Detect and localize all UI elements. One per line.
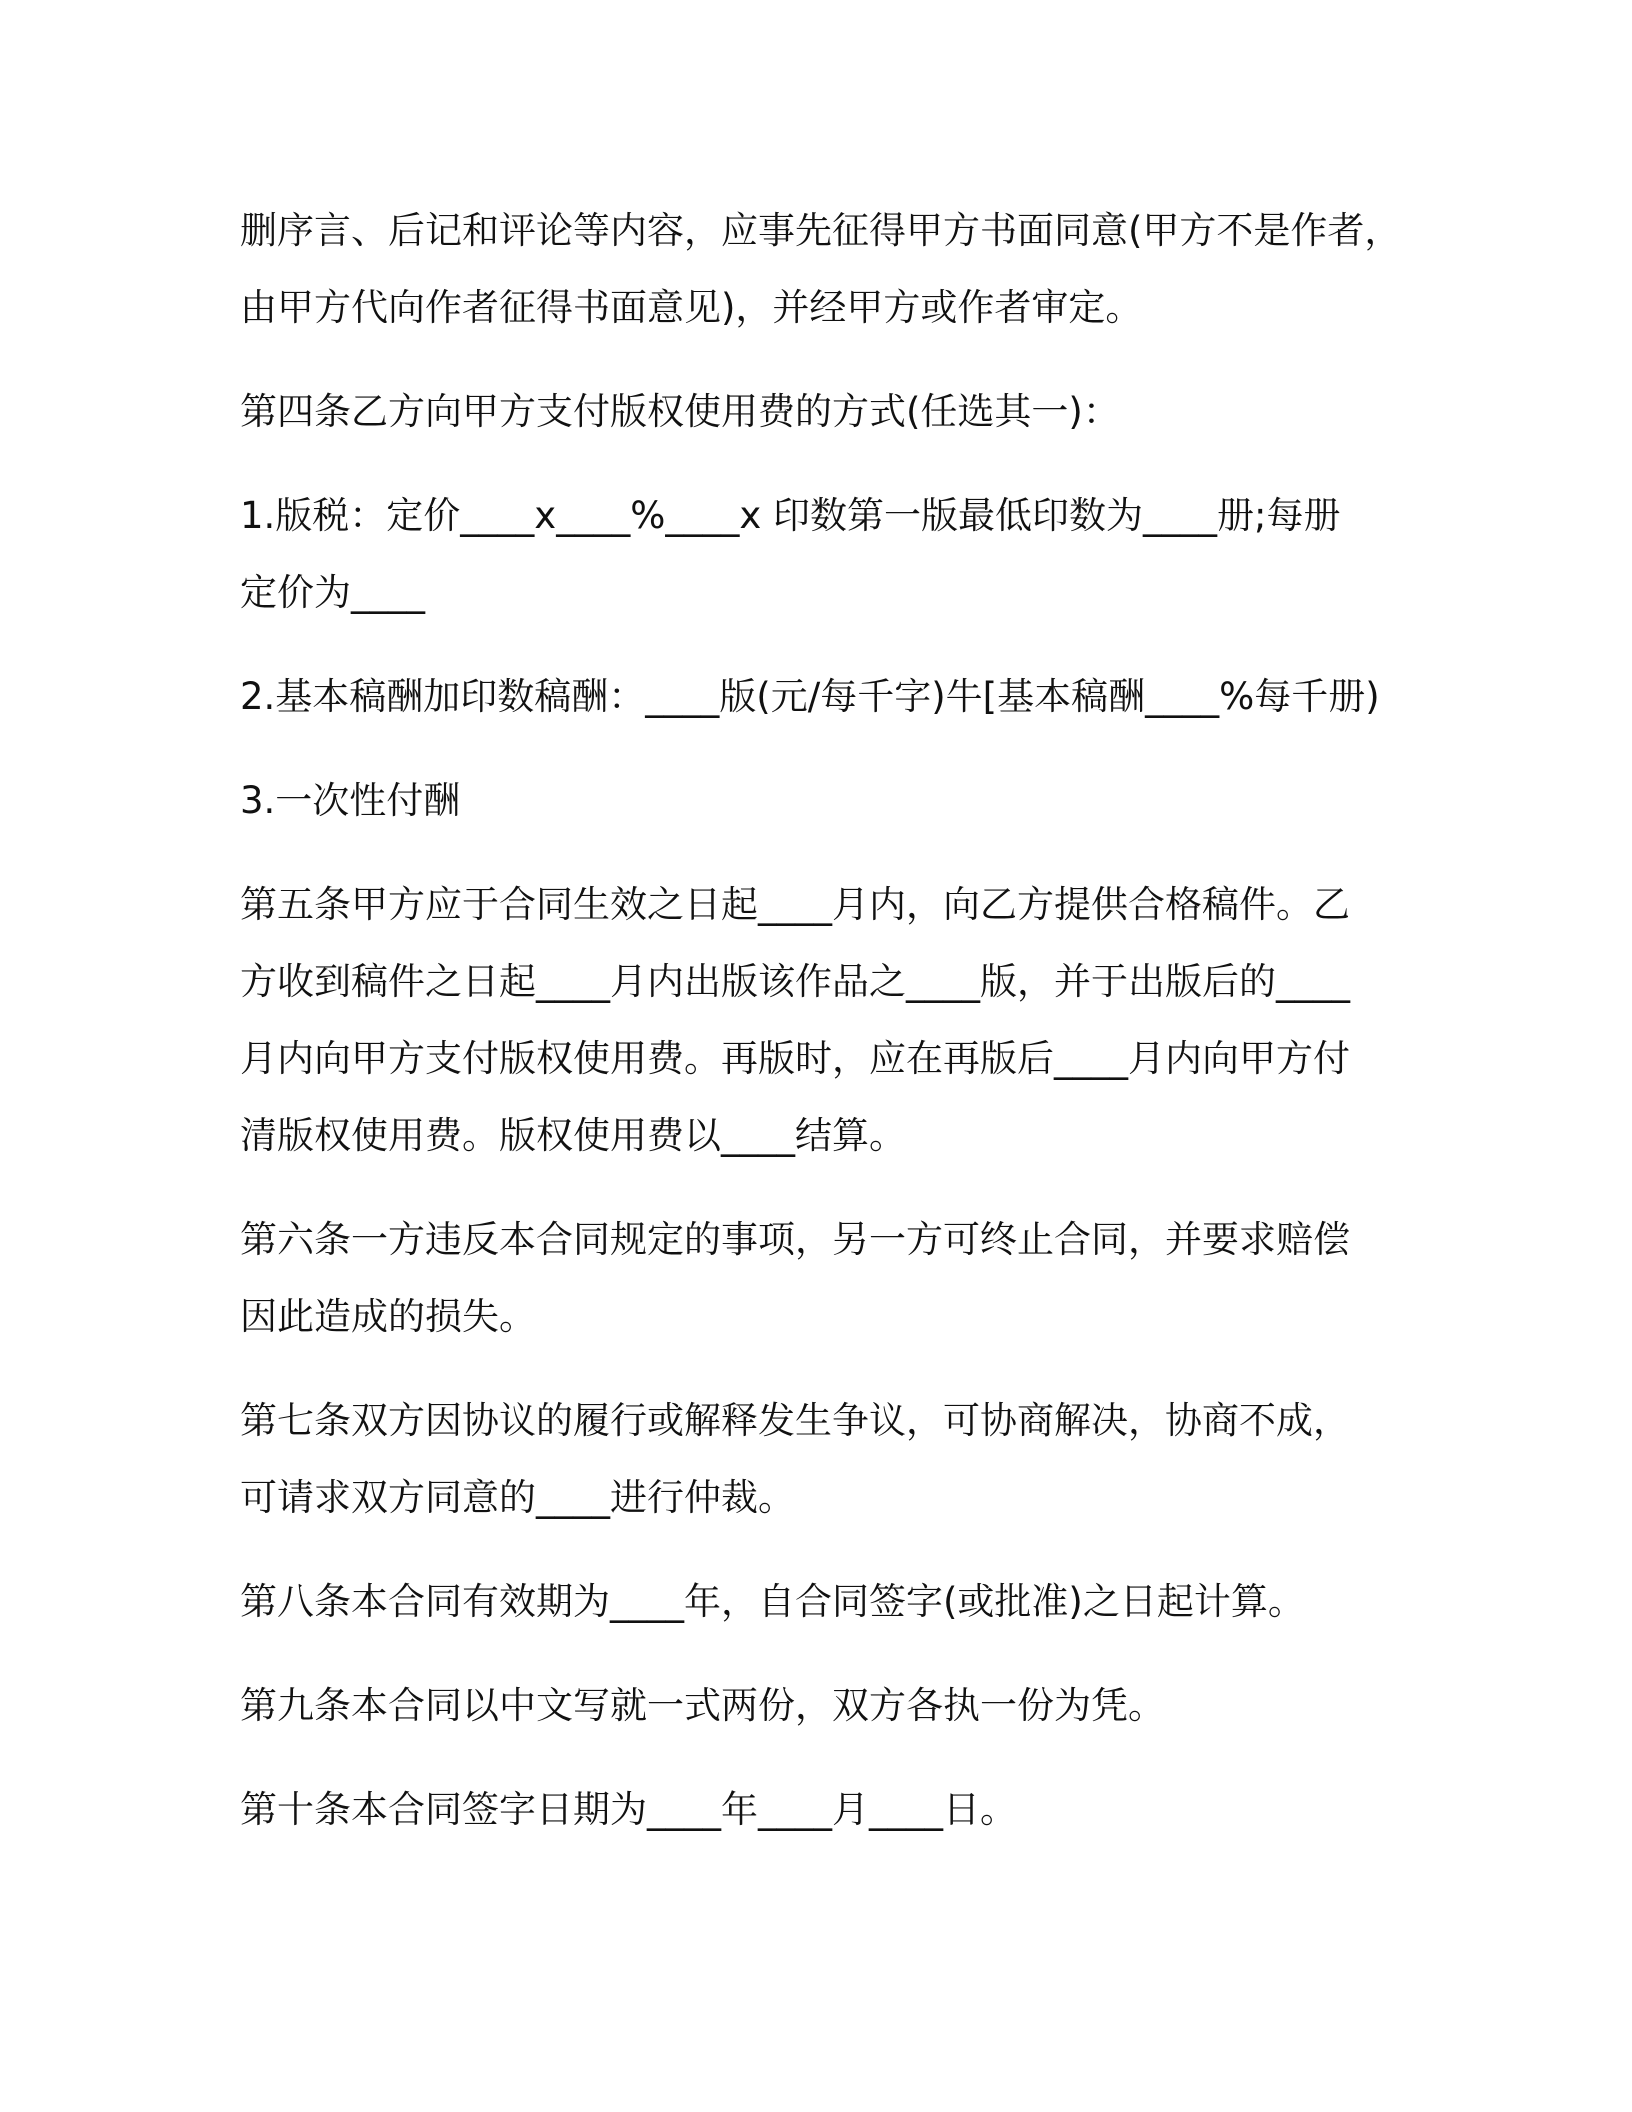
paragraph-article-8 <box>240 1563 1420 1640</box>
paragraph-option-2-base-fee <box>240 658 1420 735</box>
text-line: 第六条一方违反本合同规定的事项，另一方可终止合同，并要求赔偿 <box>240 1218 1350 1261</box>
text-line: 删序言、后记和评论等内容，应事先征得甲方书面同意(甲方不是作者， <box>240 209 1402 252</box>
text-line: 方收到稿件之日起____月内出版该作品之____版，并于出版后的____ <box>240 960 1350 1003</box>
paragraph-article-9 <box>240 1667 1420 1744</box>
text-line: 第四条乙方向甲方支付版权使用费的方式(任选其一)： <box>240 390 1120 433</box>
text-line: 1.版税：定价____x____%____x 印数第一版最低印数为____册;每册 <box>240 494 1341 537</box>
text-line: 可请求双方同意的____进行仲裁。 <box>240 1476 795 1519</box>
paragraph-option-3-lump-sum <box>240 762 1420 839</box>
paragraph-article-10 <box>240 1771 1420 1848</box>
paragraph-article-6 <box>240 1201 1420 1355</box>
text-line: 第十条本合同签字日期为____年____月____日。 <box>240 1788 1017 1831</box>
paragraph-article-7 <box>240 1382 1420 1536</box>
paragraph-article-5 <box>240 866 1420 1174</box>
text-line: 清版权使用费。版权使用费以____结算。 <box>240 1114 906 1157</box>
text-line: 由甲方代向作者征得书面意见)，并经甲方或作者审定。 <box>240 286 1143 329</box>
paragraph-option-1-royalty <box>240 477 1420 631</box>
text-line: 因此造成的损失。 <box>240 1295 536 1338</box>
text-line: 第七条双方因协议的履行或解释发生争议，可协商解决，协商不成， <box>240 1399 1350 1442</box>
text-line: 定价为____ <box>240 571 425 614</box>
text-line: 第九条本合同以中文写就一式两份，双方各执一份为凭。 <box>240 1684 1165 1727</box>
text-line: 第八条本合同有效期为____年，自合同签字(或批准)之日起计算。 <box>240 1580 1305 1623</box>
text-line: 3.一次性付酬 <box>240 779 461 822</box>
text-line: 月内向甲方支付版权使用费。再版时，应在再版后____月内向甲方付 <box>240 1037 1350 1080</box>
text-line: 第五条甲方应于合同生效之日起____月内，向乙方提供合格稿件。乙 <box>240 883 1350 926</box>
text-line: 2.基本稿酬加印数稿酬：____版(元/每千字)牛[基本稿酬____%每千册) <box>240 675 1380 718</box>
paragraph-review-continuation <box>240 192 1420 346</box>
paragraph-article-4 <box>240 373 1420 450</box>
document-body <box>240 192 1420 1875</box>
